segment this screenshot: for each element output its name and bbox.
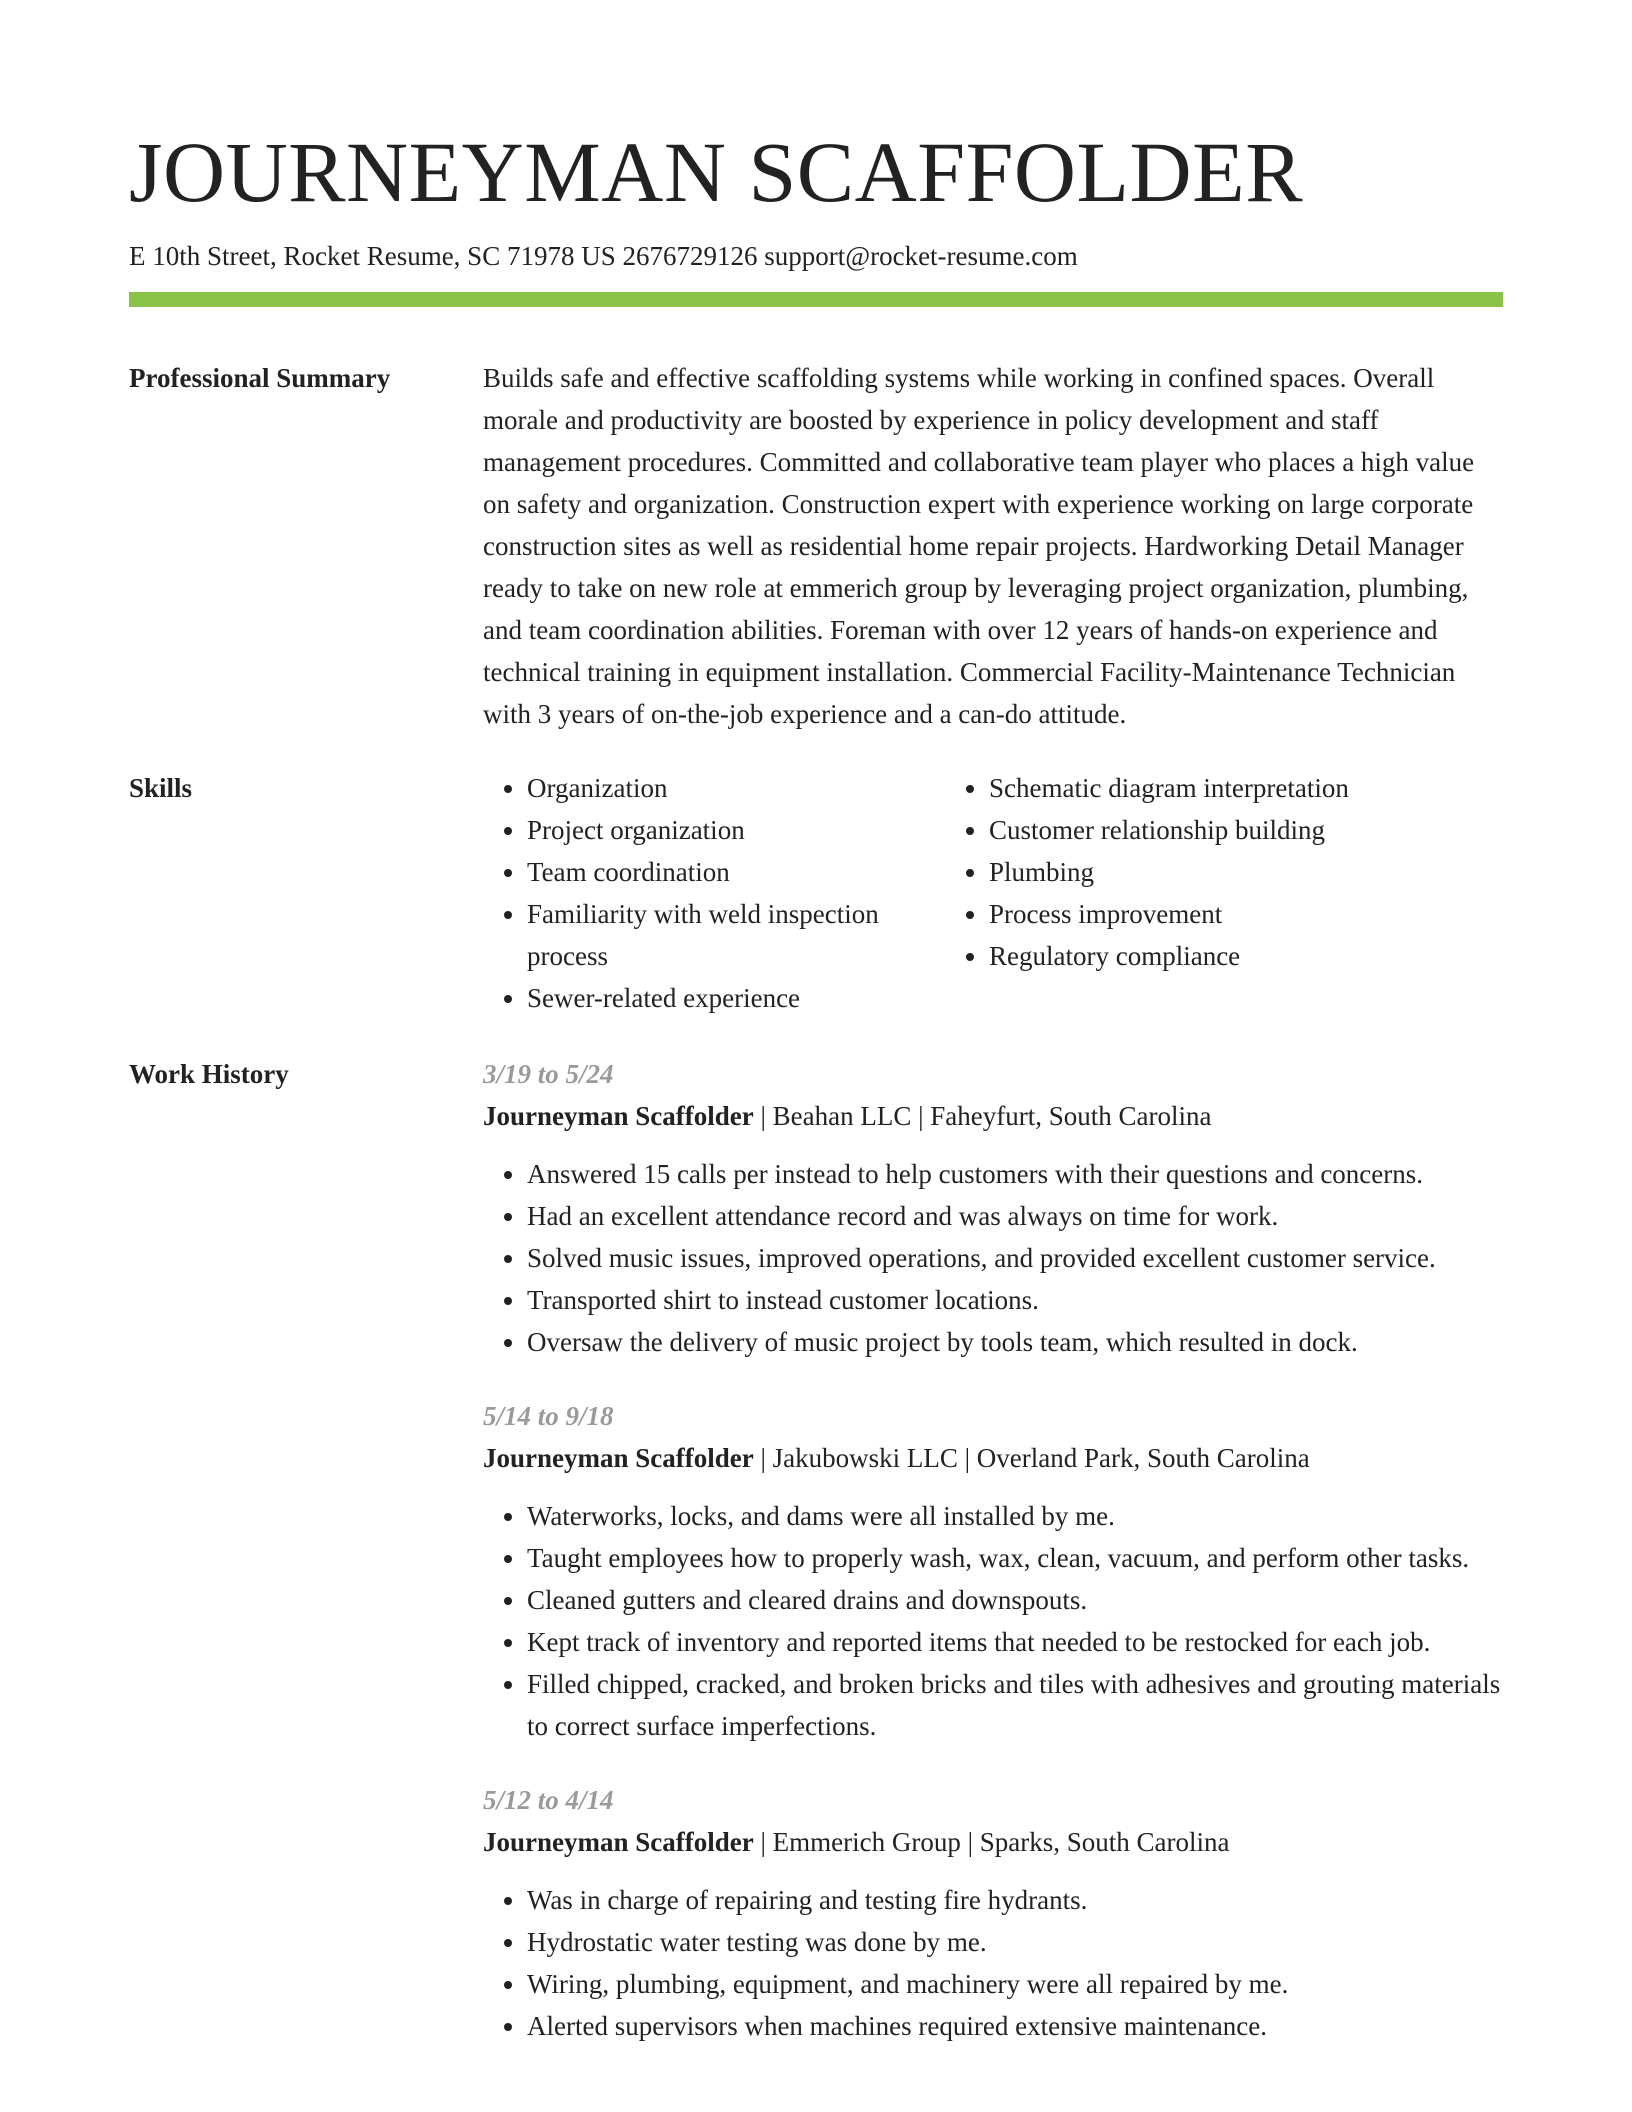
job-details: | Emmerich Group | Sparks, South Carolina bbox=[753, 1827, 1230, 1857]
job-bullet-list bbox=[483, 1495, 1503, 1747]
header-divider bbox=[129, 292, 1503, 307]
job-bullet: • Filled chipped, cracked, and broken bricks and tiles with adhesives and grouting materials to correct surface imperfections. bbox=[527, 1663, 1503, 1747]
summary-body bbox=[483, 357, 1503, 735]
job-bullet: • Kept track of inventory and reported items that needed to be restocked for each job. bbox=[527, 1621, 1503, 1663]
job-bullet: • Alerted supervisors when machines required extensive maintenance. bbox=[527, 2005, 1503, 2047]
job-title: Journeyman Scaffolder bbox=[483, 1101, 754, 1131]
job-title-line bbox=[483, 1821, 1503, 1863]
skill-item: • Organization bbox=[527, 767, 945, 809]
professional-summary-section bbox=[129, 357, 1503, 735]
job-bullet: • Waterworks, locks, and dams were all installed by me. bbox=[527, 1495, 1503, 1537]
job-entry bbox=[483, 1395, 1503, 1747]
section-label-summary: Professional Summary bbox=[129, 363, 391, 393]
contact-line: E 10th Street, Rocket Resume, SC 71978 US 2676729126 support@rocket-resume.com bbox=[129, 241, 1078, 271]
job-bullet: • Transported shirt to instead customer locations. bbox=[527, 1279, 1503, 1321]
job-dates: 3/19 to 5/24 bbox=[483, 1059, 614, 1089]
job-dates: 5/14 to 9/18 bbox=[483, 1401, 614, 1431]
job-title-line bbox=[483, 1095, 1503, 1137]
skill-item: • Team coordination bbox=[527, 851, 945, 893]
job-title: Journeyman Scaffolder bbox=[483, 1827, 754, 1857]
job-details: | Jakubowski LLC | Overland Park, South Carolina bbox=[753, 1443, 1310, 1473]
skill-item: • Familiarity with weld inspection process bbox=[527, 893, 945, 977]
summary-text: Builds safe and effective scaffolding systems while working in confined spaces. Overall morale and productivity are boosted by experience in policy development and staff management procedures. Committed and collaborative team player who places a high value on safety and organization. Construction expert with experience working on large corporate construction sites as well as residential home repair projects. Hardworking Detail Manager ready to take on new role at emmerich group by leveraging project organization, plumbing, and team coordination abilities. Foreman with over 12 years of hands-on experience and technical training in equipment installation. Commercial Facility-Maintenance Technician with 3 years of on-the-job experience and a can-do attitude. bbox=[483, 363, 1475, 729]
job-details: | Beahan LLC | Faheyfurt, South Carolina bbox=[753, 1101, 1212, 1131]
job-bullet: • Had an excellent attendance record and was always on time for work. bbox=[527, 1195, 1503, 1237]
skill-item: • Plumbing bbox=[989, 851, 1503, 893]
section-label-skills: Skills bbox=[129, 773, 193, 803]
skill-item: • Schematic diagram interpretation bbox=[989, 767, 1503, 809]
job-bullet: • Hydrostatic water testing was done by me. bbox=[527, 1921, 1503, 1963]
work-history-body bbox=[483, 1053, 1503, 2079]
work-history-section bbox=[129, 1053, 1503, 2079]
section-label-work: Work History bbox=[129, 1059, 289, 1089]
job-bullet-list bbox=[483, 1879, 1503, 2047]
job-bullet: • Solved music issues, improved operations, and provided excellent customer service. bbox=[527, 1237, 1503, 1279]
skill-item: • Process improvement bbox=[989, 893, 1503, 935]
skill-item: • Regulatory compliance bbox=[989, 935, 1503, 977]
skill-item: • Sewer-related experience bbox=[527, 977, 945, 1019]
skill-item: • Project organization bbox=[527, 809, 945, 851]
skill-item: • Customer relationship building bbox=[989, 809, 1503, 851]
job-entry bbox=[483, 1779, 1503, 2047]
job-dates: 5/12 to 4/14 bbox=[483, 1785, 614, 1815]
job-title: Journeyman Scaffolder bbox=[483, 1443, 754, 1473]
job-bullet: • Taught employees how to properly wash, wax, clean, vacuum, and perform other tasks. bbox=[527, 1537, 1503, 1579]
candidate-name: JOURNEYMAN SCAFFOLDER bbox=[129, 124, 1304, 220]
skills-columns bbox=[483, 767, 1503, 1019]
job-bullet: • Oversaw the delivery of music project by tools team, which resulted in dock. bbox=[527, 1321, 1503, 1363]
skills-section bbox=[129, 767, 1503, 1019]
job-entry bbox=[483, 1053, 1503, 1363]
skills-list-left bbox=[483, 767, 945, 1019]
job-title-line bbox=[483, 1437, 1503, 1479]
skills-list-right bbox=[945, 767, 1503, 1019]
job-bullet-list bbox=[483, 1153, 1503, 1363]
job-bullet: • Wiring, plumbing, equipment, and machinery were all repaired by me. bbox=[527, 1963, 1503, 2005]
job-bullet: • Answered 15 calls per instead to help customers with their questions and concerns. bbox=[527, 1153, 1503, 1195]
job-bullet: • Was in charge of repairing and testing fire hydrants. bbox=[527, 1879, 1503, 1921]
job-bullet: • Cleaned gutters and cleared drains and downspouts. bbox=[527, 1579, 1503, 1621]
